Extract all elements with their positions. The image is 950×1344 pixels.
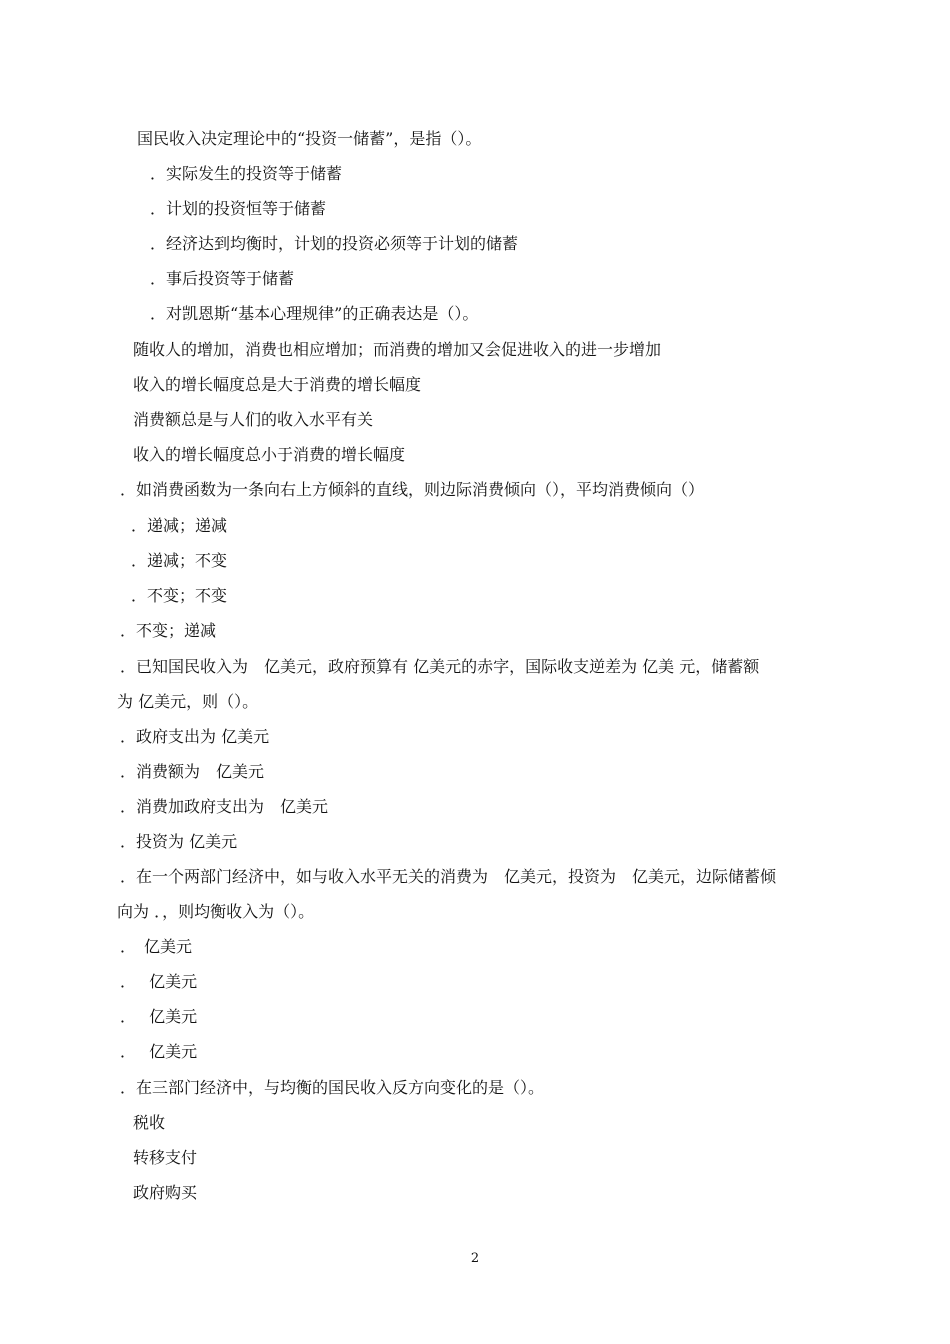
question-stem: 国民收入决定理论中的“投资一储蓄”，是指（）。: [137, 129, 482, 148]
question-stem: ．对凯恩斯“基本心理规律”的正确表达是（）。: [150, 304, 479, 323]
option-b: ．计划的投资恒等于储蓄: [150, 199, 327, 218]
option-d: ．投资为 亿美元: [120, 832, 238, 851]
question-stem: ．如消费函数为一条向右上方倾斜的直线，则边际消费倾向（），平均消费倾向（）: [120, 480, 705, 499]
option-c: ．消费加政府支出为 亿美元: [120, 797, 329, 816]
option-c: ．经济达到均衡时，计划的投资必须等于计划的储蓄: [150, 234, 519, 253]
option-c: ．不变；不变: [131, 586, 228, 605]
option-b: 转移支付: [133, 1148, 198, 1167]
option-a: ．政府支出为 亿美元: [120, 727, 270, 746]
question-stem: ．在一个两部门经济中，如与收入水平无关的消费为 亿美元，投资为 亿美元，边际储蓄倾: [120, 867, 777, 886]
question-stem-continued: 为 亿美元，则（）。: [117, 692, 259, 711]
option-b: ． 亿美元: [120, 972, 198, 991]
option-c: ． 亿美元: [120, 1007, 198, 1026]
option-d: ． 亿美元: [120, 1042, 198, 1061]
option-a: ． 亿美元: [120, 937, 193, 956]
option-a: ．实际发生的投资等于储蓄: [150, 164, 343, 183]
option-d: ．事后投资等于储蓄: [150, 269, 295, 288]
page-number: 2: [470, 1251, 480, 1266]
option-a: 税收: [133, 1113, 166, 1132]
option-b: 收入的增长幅度总是大于消费的增长幅度: [133, 375, 422, 394]
question-stem: ．在三部门经济中，与均衡的国民收入反方向变化的是（）。: [120, 1078, 545, 1097]
question-stem-continued: 向为 ．，则均衡收入为（）。: [117, 902, 315, 921]
option-c: 消费额总是与人们的收入水平有关: [133, 410, 374, 429]
question-stem: ．已知国民收入为 亿美元，政府预算有 亿美元的赤字，国际收支逆差为 亿美 元，储蓄额: [120, 657, 760, 676]
option-d: 收入的增长幅度总小于消费的增长幅度: [133, 445, 406, 464]
option-b: ．递减；不变: [131, 551, 228, 570]
option-d: ．不变；递减: [120, 621, 217, 640]
option-a: ．递减；递减: [131, 516, 228, 535]
option-c: 政府购买: [133, 1183, 198, 1202]
option-b: ．消费额为 亿美元: [120, 762, 265, 781]
option-a: 随收人的增加，消费也相应增加；而消费的增加又会促进收入的进一步增加: [133, 340, 662, 359]
